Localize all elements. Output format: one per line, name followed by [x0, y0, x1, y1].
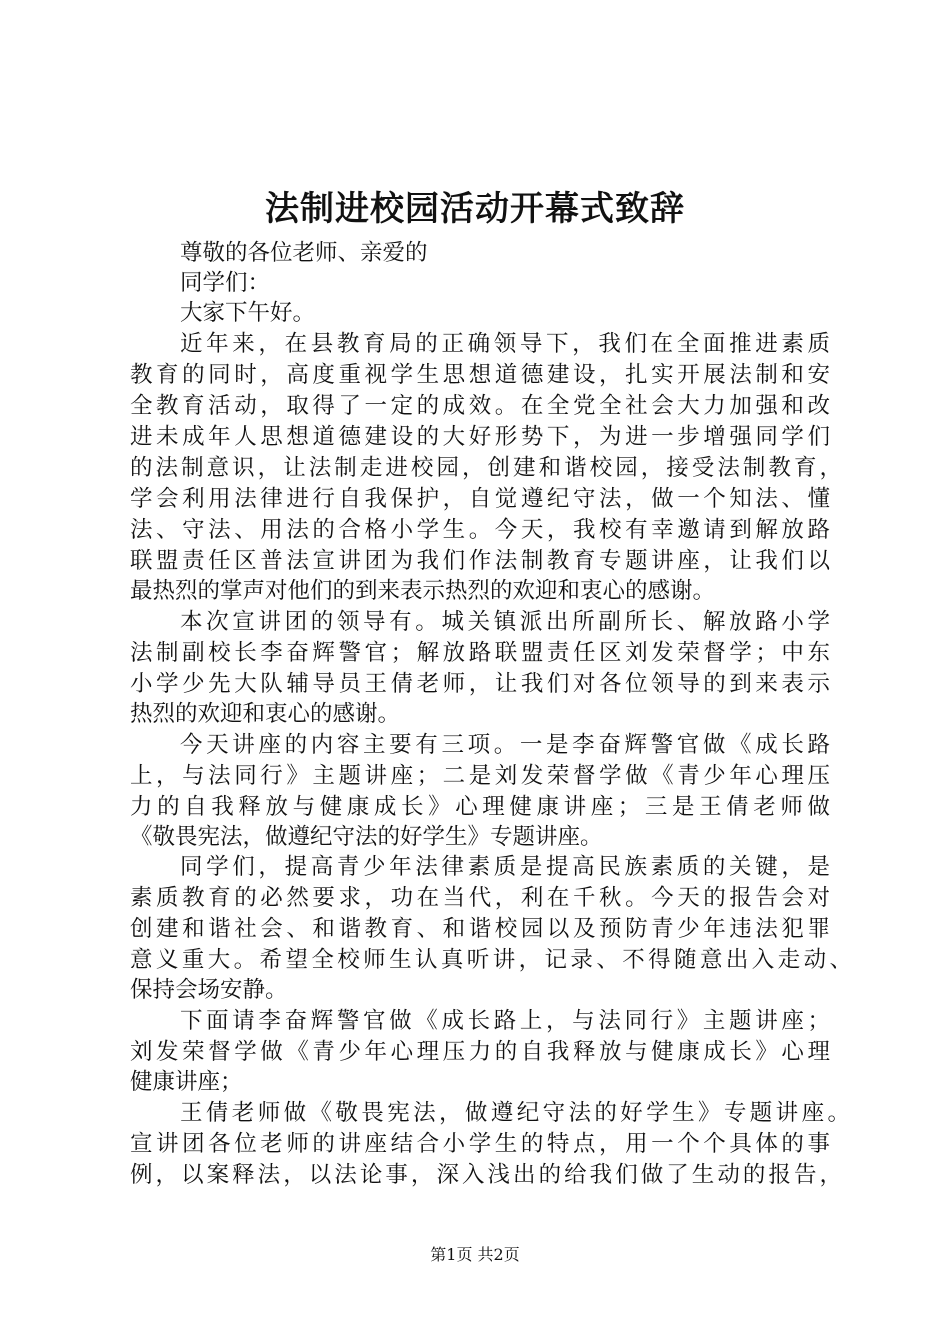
- body-line: 王倩老师做《敬畏宪法，做遵纪守法的好学生》专题讲座。: [180, 1100, 850, 1126]
- salutation-line: 同学们：: [180, 270, 271, 296]
- body-line: 下面请李奋辉警官做《成长路上，与法同行》主题讲座；: [180, 1008, 830, 1034]
- body-line: 法制副校长李奋辉警官；解放路联盟责任区刘发荣督学；中东: [130, 640, 830, 666]
- body-line: 近年来，在县教育局的正确领导下，我们在全面推进素质: [180, 331, 830, 357]
- body-line: 小学少先大队辅导员王倩老师，让我们对各位领导的到来表示: [130, 671, 830, 697]
- body-line: 今天讲座的内容主要有三项。一是李奋辉警官做《成长路: [180, 732, 830, 758]
- greeting-line: 大家下午好。: [180, 300, 316, 326]
- body-line: 宣讲团各位老师的讲座结合小学生的特点，用一个个具体的事: [130, 1131, 830, 1157]
- body-line: 创建和谐社会、和谐教育、和谐校园以及预防青少年违法犯罪: [130, 916, 830, 942]
- document-title: 法制进校园活动开幕式致辞: [265, 189, 685, 229]
- body-line: 素质教育的必然要求，功在当代，利在千秋。今天的报告会对: [130, 885, 830, 911]
- body-line: 热烈的欢迎和衷心的感谢。: [130, 701, 401, 727]
- body-line: 本次宣讲团的领导有。城关镇派出所副所长、解放路小学: [180, 609, 830, 635]
- salutation-line: 尊敬的各位老师、亲爱的: [180, 240, 428, 266]
- body-line: 教育的同时，高度重视学生思想道德建设，扎实开展法制和安: [130, 362, 830, 388]
- body-line: 法、守法、用法的合格小学生。今天，我校有幸邀请到解放路: [130, 517, 830, 543]
- body-line: 同学们，提高青少年法律素质是提高民族素质的关键，是: [180, 854, 830, 880]
- body-line: 保持会场安静。: [130, 977, 288, 1003]
- body-line: 进未成年人思想道德建设的大好形势下，为进一步增强同学们: [130, 424, 830, 450]
- body-line: 的法制意识，让法制走进校园，创建和谐校园，接受法制教育，: [130, 455, 842, 481]
- page-footer: 第1页 共2页: [430, 1245, 520, 1264]
- body-line: 健康讲座；: [130, 1069, 243, 1095]
- body-line: 力的自我释放与健康成长》心理健康讲座；三是王倩老师做: [130, 794, 830, 820]
- body-line: 刘发荣督学做《青少年心理压力的自我释放与健康成长》心理: [130, 1039, 830, 1065]
- body-line: 全教育活动，取得了一定的成效。在全党全社会大力加强和改: [130, 393, 830, 419]
- body-line: 意义重大。希望全校师生认真听讲，记录、不得随意出入走动、: [130, 947, 852, 973]
- body-line: 最热烈的掌声对他们的到来表示热烈的欢迎和衷心的感谢。: [130, 578, 716, 604]
- body-line: 联盟责任区普法宣讲团为我们作法制教育专题讲座，让我们以: [130, 548, 830, 574]
- body-line: 学会利用法律进行自我保护，自觉遵纪守法，做一个知法、懂: [130, 486, 830, 512]
- body-line: 《敬畏宪法，做遵纪守法的好学生》专题讲座。: [130, 824, 603, 850]
- body-line: 上，与法同行》主题讲座；二是刘发荣督学做《青少年心理压: [130, 763, 830, 789]
- body-line: 例，以案释法，以法论事，深入浅出的给我们做了生动的报告，: [130, 1162, 842, 1188]
